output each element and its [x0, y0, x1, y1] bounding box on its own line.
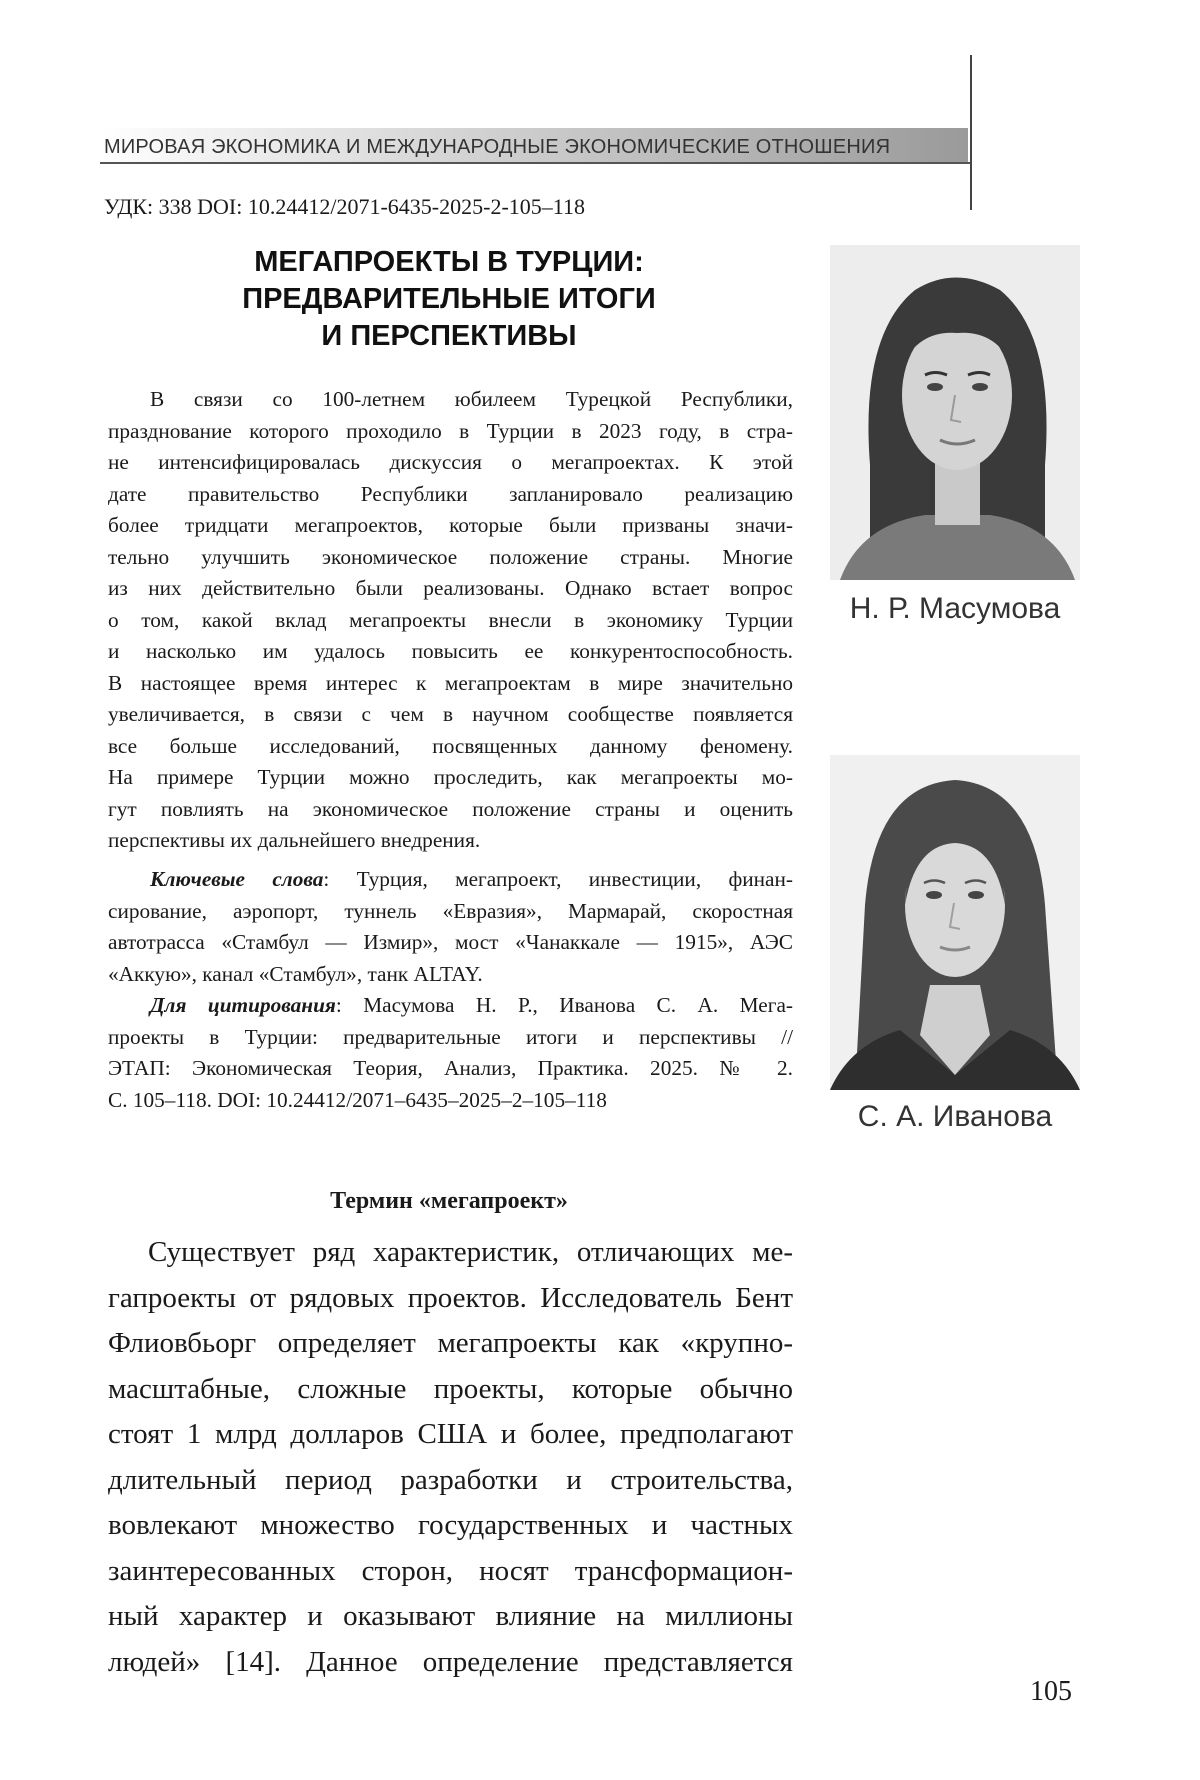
body-line: ный характер и оказывают влияние на миллионы [108, 1594, 793, 1640]
citation-line: ЭТАП: Экономическая Теория, Анализ, Практика. 2025. № 2. [108, 1053, 793, 1085]
citation-label: Для цитирования [150, 993, 336, 1017]
abstract-line: В настоящее время интерес к мегапроектам в мире значительно [108, 668, 793, 700]
abstract-line: перспективы их дальнейшего внедрения. [108, 825, 793, 857]
portrait-1-svg [830, 245, 1080, 580]
keywords-text: : Турция, мегапроект, инвестиции, финан- [323, 867, 793, 891]
section-heading: Термин «мегапроект» [104, 1188, 794, 1215]
abstract-line: более тридцати мегапроектов, которые были призваны значи- [108, 510, 793, 542]
author-photo-ivanova [830, 755, 1080, 1090]
portrait-2-svg [830, 755, 1080, 1090]
citation-line: С. 105–118. DOI: 10.24412/2071–6435–2025–2–105–118 [108, 1085, 793, 1117]
keywords-line: сирование, аэропорт, туннель «Евразия», Мармарай, скоростная [108, 896, 793, 928]
header-vertical-rule [970, 55, 972, 210]
udk-doi-line: УДК: 338 DOI: 10.24412/2071-6435-2025-2-105–118 [104, 194, 585, 220]
title-line: МЕГАПРОЕКТЫ В ТУРЦИИ: [104, 244, 794, 281]
body-line: заинтересованных сторон, носят трансформацион- [108, 1549, 793, 1595]
title-line: ПРЕДВАРИТЕЛЬНЫЕ ИТОГИ [104, 281, 794, 318]
body-line: масштабные, сложные проекты, которые обычно [108, 1367, 793, 1413]
journal-section-header: МИРОВАЯ ЭКОНОМИКА И МЕЖДУНАРОДНЫЕ ЭКОНОМИЧЕСКИЕ ОТНОШЕНИЯ [104, 136, 890, 159]
author-name-2: С. А. Иванова [805, 1100, 1105, 1134]
citation-text: : Масумова Н. Р., Иванова С. А. Мега- [336, 993, 793, 1017]
header-rule [100, 162, 970, 164]
author-name-1: Н. Р. Масумова [805, 592, 1105, 626]
keywords-label: Ключевые слова [150, 867, 323, 891]
body-line: людей» [14]. Данное определение представляется [108, 1640, 793, 1686]
abstract-line: На примере Турции можно проследить, как мегапроекты мо- [108, 762, 793, 794]
abstract [108, 384, 793, 857]
abstract-line: увеличивается, в связи с чем в научном сообществе появляется [108, 699, 793, 731]
body-line: Существует ряд характеристик, отличающих ме- [108, 1230, 793, 1276]
body-text [108, 1230, 793, 1685]
title-line: И ПЕРСПЕКТИВЫ [104, 318, 794, 355]
left-eye [927, 383, 943, 391]
right-eye [972, 383, 988, 391]
abstract-line: не интенсифицировалась дискуссия о мегапроектах. К этой [108, 447, 793, 479]
abstract-line: тельно улучшить экономическое положение страны. Многие [108, 542, 793, 574]
abstract-line: В связи со 100-летнем юбилеем Турецкой Республики, [108, 384, 793, 416]
abstract-line: все больше исследований, посвященных данному феномену. [108, 731, 793, 763]
keywords-first-line [108, 864, 793, 896]
keywords-line: автотрасса «Стамбул — Измир», мост «Чанаккале — 1915», АЭС [108, 927, 793, 959]
article-title [104, 244, 794, 355]
body-line: гапроекты от рядовых проектов. Исследователь Бент [108, 1276, 793, 1322]
abstract-line: дате правительство Республики запланировало реализацию [108, 479, 793, 511]
abstract-line: празднование которого проходило в Турции в 2023 году, в стра- [108, 416, 793, 448]
citation-line: проекты в Турции: предварительные итоги и перспективы // [108, 1022, 793, 1054]
abstract-line: из них действительно были реализованы. Однако встает вопрос [108, 573, 793, 605]
citation [108, 990, 793, 1116]
left-eye [926, 891, 942, 899]
body-line: Флиовбьорг определяет мегапроекты как «крупно- [108, 1321, 793, 1367]
body-line: вовлекают множество государственных и частных [108, 1503, 793, 1549]
author-photo-masumova [830, 245, 1080, 580]
abstract-line: о том, какой вклад мегапроекты внесли в экономику Турции [108, 605, 793, 637]
abstract-line: гут повлиять на экономическое положение страны и оценить [108, 794, 793, 826]
abstract-line: и насколько им удалось повысить ее конкурентоспособность. [108, 636, 793, 668]
citation-first-line [108, 990, 793, 1022]
keywords-line: «Аккую», канал «Стамбул», танк ALTAY. [108, 959, 793, 991]
body-line: стоят 1 млрд долларов США и более, предполагают [108, 1412, 793, 1458]
body-line: длительный период разработки и строительства, [108, 1458, 793, 1504]
right-eye [968, 891, 984, 899]
page-number: 105 [1030, 1676, 1072, 1708]
keywords [108, 864, 793, 990]
